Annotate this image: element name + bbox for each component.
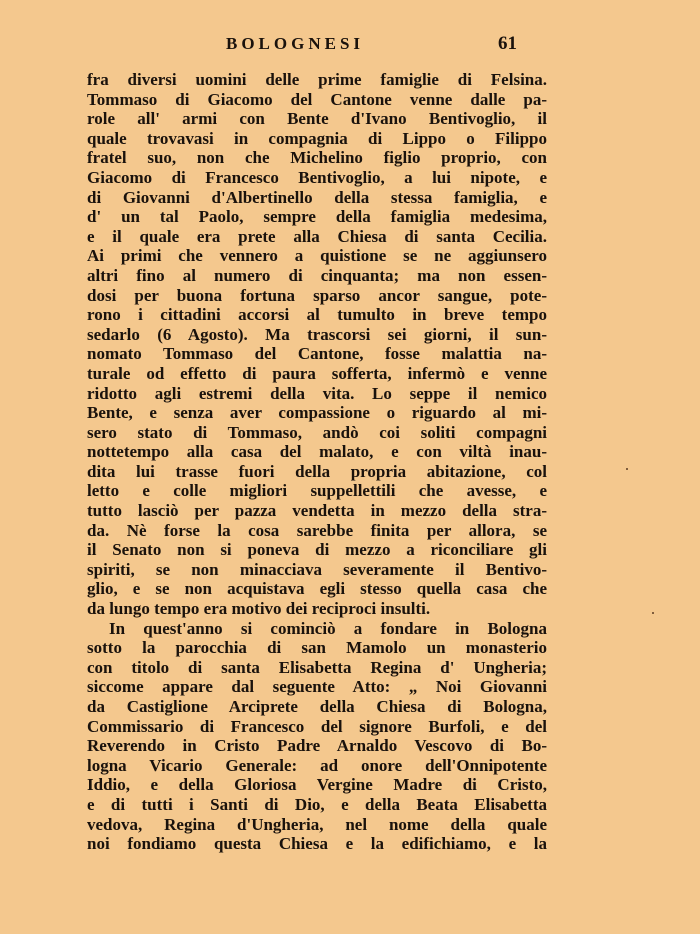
text-line: siccome appare dal seguente Atto: „ Noi Giovanni [87,677,547,697]
text-line: rono i cittadini accorsi al tumulto in breve tempo [87,305,547,325]
text-line: da Castiglione Arciprete della Chiesa di Bologna, [87,697,547,716]
text-line: letto e colle migliori suppellettili che avesse, e [87,481,547,501]
body-text [87,70,547,854]
text-line: sotto la parocchia di san Mamolo un monasterio [87,638,547,658]
text-line: di Giovanni d'Albertinello della stessa famiglia, e [87,187,547,207]
text-line: altri fino al numero di cinquanta; ma non essen- [87,265,547,285]
text-line: quale trovavasi in compagnia di Lippo o Filippo [87,128,547,148]
text-line: fratel suo, non che Michelino figlio proprio, con [87,148,547,168]
text-line: il Senato non si poneva di mezzo a riconciliare gli [87,540,547,560]
paragraph-first-line: In quest'anno si cominciò a fondare in Bologna [109,618,547,638]
text-line: dita lui trasse fuori della propria abitazione, col [87,461,547,481]
text-line: Tommaso di Giacomo del Cantone venne dalle pa- [87,89,547,109]
text-line: con titolo di santa Elisabetta Regina d' Ungheria; [87,657,547,677]
text-line: e il quale era prete alla Chiesa di santa Cecilia. [87,226,547,246]
text-line: da lungo tempo era motivo dei reciproci insulti. [87,599,431,619]
text-line: tutto lasciò per pazza vendetta in mezzo della stra- [87,501,547,521]
text-line: nomato Tommaso del Cantone, fosse malattia na- [87,344,547,364]
text-line: d' un tal Paolo, sempre della famiglia medesima, [87,207,547,227]
text-line: turale od effetto di paura sofferta, infermò e venne [87,363,547,383]
text-line: Iddio, e della Gloriosa Vergine Madre di Cristo, [87,775,547,795]
page-number: 61 [498,33,517,54]
text-line: Bente, e senza aver compassione o riguardo al mi- [87,403,547,423]
paper-speck [652,612,654,614]
text-line: spiriti, se non minacciava severamente il Bentivo- [87,559,547,579]
text-line: Giacomo di Francesco Bentivoglio, a lui nipote, e [87,167,547,187]
text-line: vedova, Regina d'Ungheria, nel nome della quale [87,814,547,834]
text-line: logna Vicario Generale: ad onore dell'Onnipotente [87,755,547,775]
text-line: sero stato di Tommaso, andò coi soliti compagni [87,422,547,442]
text-line: fra diversi uomini delle prime famiglie di Felsina. [87,70,547,89]
text-line: glio, e se non acquistava egli stesso quella casa che [87,579,547,599]
text-line: Commissario di Francesco del signore Burfoli, e del [87,716,547,736]
text-line: ridotto agli estremi della vita. Lo seppe il nemico [87,383,547,403]
text-line: sedarlo (6 Agosto). Ma trascorsi sei giorni, il sun- [87,324,547,344]
text-line: da. Nè forse la cosa sarebbe finita per allora, se [87,520,547,540]
text-line: dosi per buona fortuna sparso ancor sangue, pote- [87,285,547,305]
text-line: nottetempo alla casa del malato, e con viltà inau- [87,442,547,462]
text-line: Reverendo in Cristo Padre Arnaldo Vescovo di Bo- [87,736,547,756]
page-header [0,34,700,58]
text-line: role all' armi con Bente d'Ivano Bentivoglio, il [87,109,547,129]
text-line: Ai primi che vennero a quistione se ne aggiunsero [87,246,547,266]
text-line: noi fondiamo questa Chiesa e la edifichiamo, e la [87,834,547,854]
text-line: e di tutti i Santi di Dio, e della Beata Elisabetta [87,794,547,814]
paper-speck [626,468,628,470]
running-head: BOLOGNESI [226,34,365,53]
